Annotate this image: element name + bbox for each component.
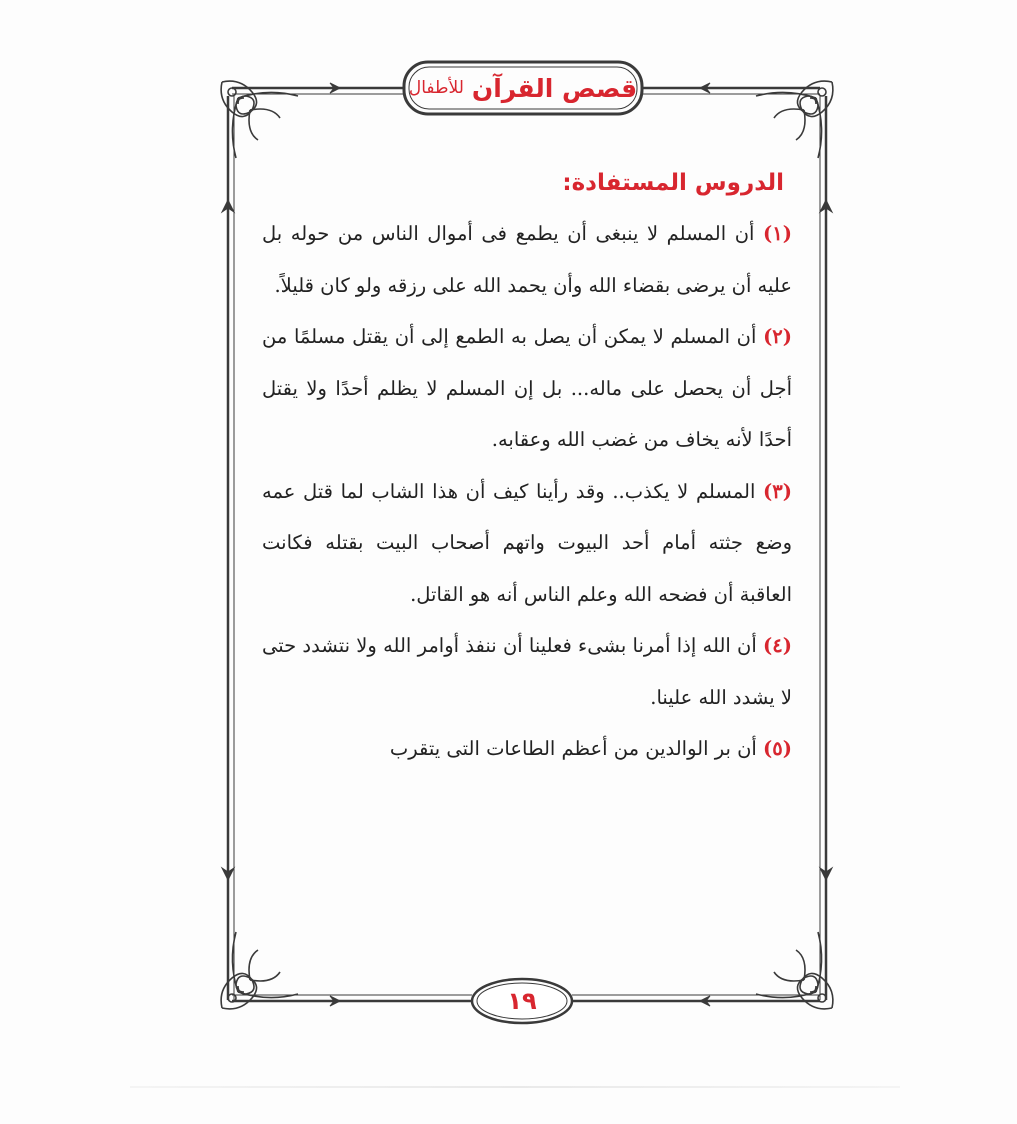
lesson-paragraph [262,723,792,775]
book-title-main: قصص القرآن [471,73,638,103]
book-title [404,62,642,114]
lesson-text: أن بر الوالدين من أعظم الطاعات التى يتقرب [389,737,757,760]
lesson-number: (٣) [763,479,792,503]
lesson-text: أن الله إذا أمرنا بشىء فعلينا أن ننفذ أوامر الله ولا نتشدد حتى لا يشدد الله علينا. [262,634,792,709]
lesson-number: (٤) [763,634,792,657]
lesson-paragraph [262,311,792,466]
page-number: ١٩ [507,987,537,1015]
lesson-number: (٢) [763,325,793,348]
book-title-sub: للأطفال [408,78,464,98]
scan-edge [130,1086,900,1088]
lesson-text: أن المسلم لا يمكن أن يصل به الطمع إلى أن يقتل مسلمًا من أجل أن يحصل على ماله... بل إن المسلم لا يظلم أحدًا ولا يقتل أحدًا لأنه يخاف من غضب الله وعقابه. [262,325,792,451]
lesson-number: (١) [763,222,792,245]
lesson-paragraph [262,620,792,723]
lesson-paragraph [262,208,792,311]
page-content [262,158,792,775]
lesson-number: (٥) [763,737,792,760]
lesson-paragraph [262,466,792,621]
section-heading: الدروس المستفادة: [562,170,784,196]
lesson-text: أن المسلم لا ينبغى أن يطمع فى أموال الناس من حوله بل عليه أن يرضى بقضاء الله وأن يحمد الله على رزقه ولو كان قليلاً. [262,222,792,297]
lesson-text: المسلم لا يكذب.. وقد رأينا كيف أن هذا الشاب لما قتل عمه وضع جثته أمام أحد البيوت واتهم أصحاب البيت بقتله فكانت العاقبة أن فضحه الله وعلم الناس أنه هو القاتل. [262,479,792,606]
